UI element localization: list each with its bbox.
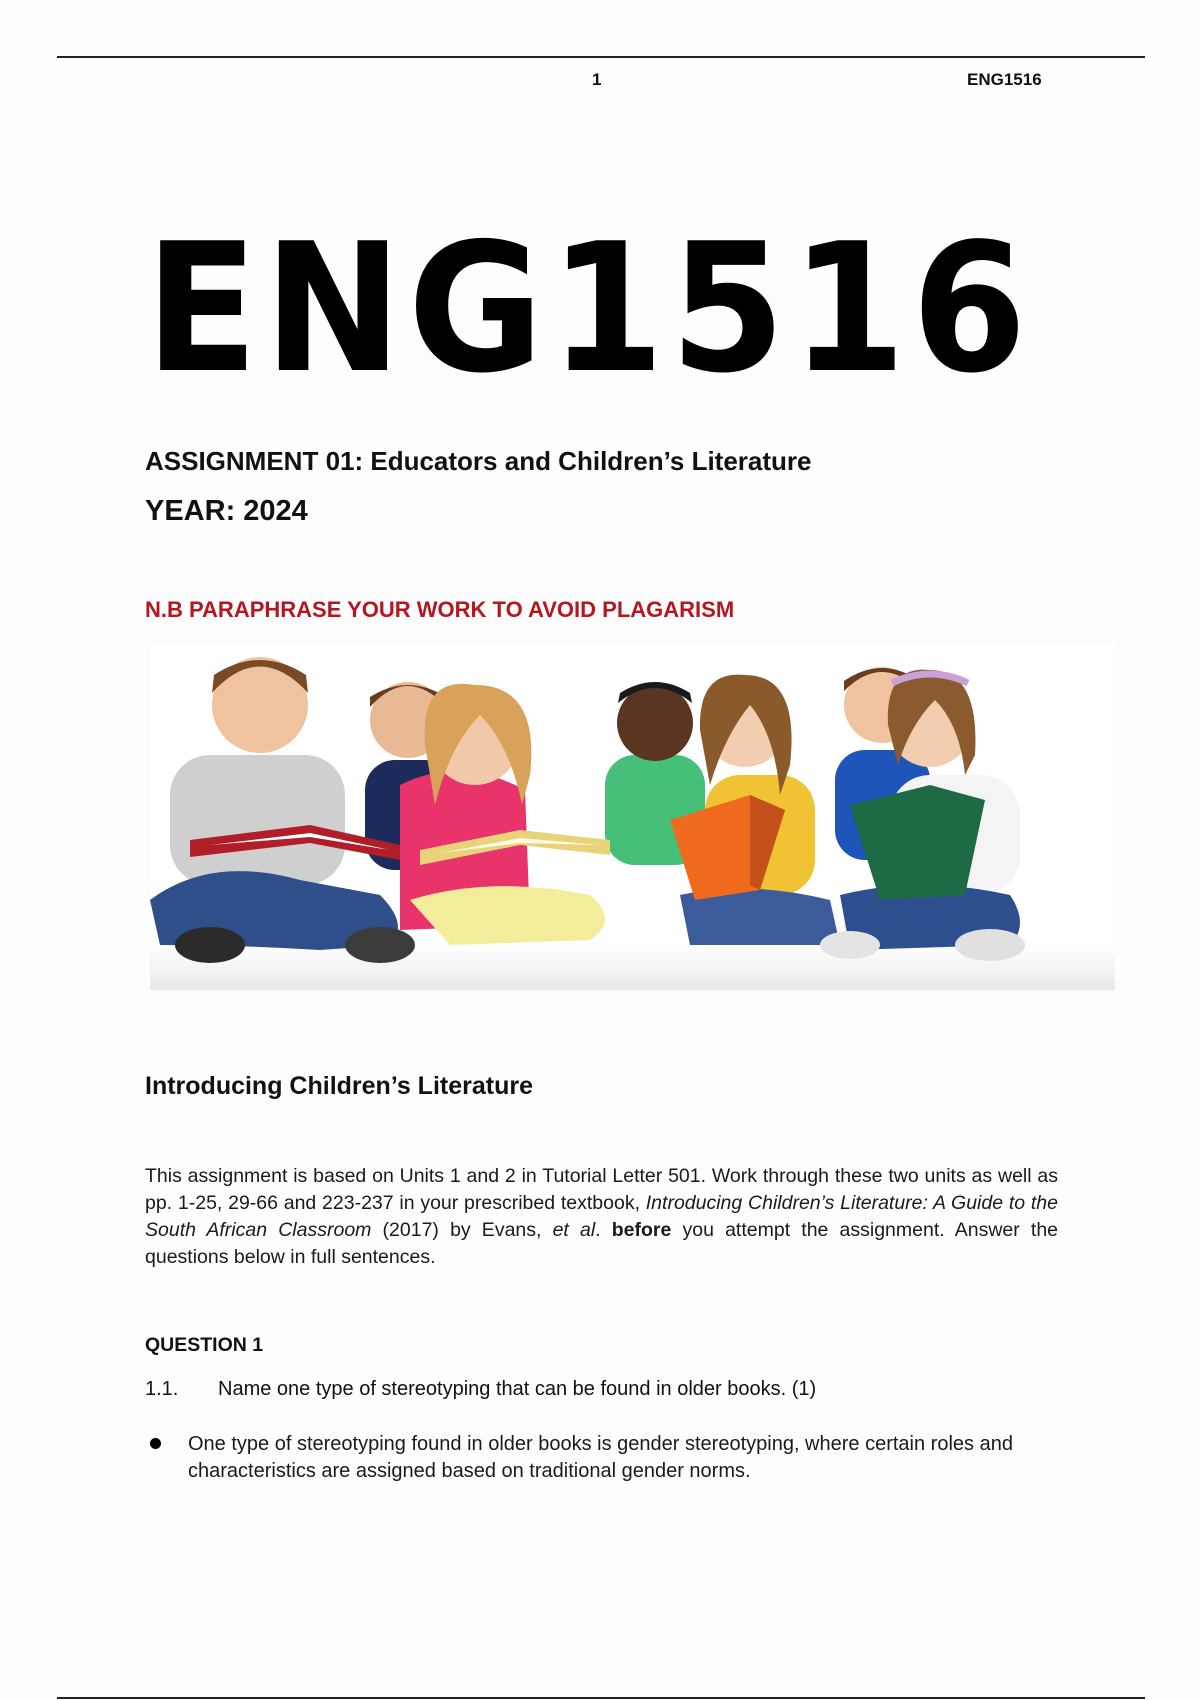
intro-text: . xyxy=(595,1219,612,1241)
assignment-year: YEAR: 2024 xyxy=(145,495,308,527)
et-al: et al xyxy=(552,1219,596,1241)
question-text: Name one type of stereotyping that can be found in older books. (1) xyxy=(218,1378,817,1400)
children-reading-photo xyxy=(150,645,1115,990)
textbook-title: Introducing Children’s Literature: A Guide to the South African Classroom xyxy=(145,1192,1058,1241)
intro-paragraph xyxy=(145,1163,1058,1271)
intro-text: (2017) by Evans, xyxy=(371,1219,553,1241)
top-rule xyxy=(57,56,1145,58)
question-number: 1.1. xyxy=(145,1378,179,1400)
header-course-code: ENG1516 xyxy=(967,70,1042,89)
bullet-icon xyxy=(150,1438,161,1449)
course-title: ENG1516 xyxy=(145,205,1033,412)
question-heading: QUESTION 1 xyxy=(145,1334,264,1356)
page-number: 1 xyxy=(592,70,602,89)
intro-text: you attempt the assignment. Answer the questions below in full sentences. xyxy=(145,1219,1059,1268)
answer-text: One type of stereotyping found in older books is gender stereotyping, where certain roles and characteristics are assigned based on traditional gender norms. xyxy=(188,1433,1013,1482)
intro-text: This assignment is based on Units 1 and 2 in Tutorial Letter 501. Work through these two units as well as pp. 1-25, 29-66 and 223-237 in your prescribed textbook, xyxy=(145,1165,1058,1214)
section-title: Introducing Children’s Literature xyxy=(145,1072,533,1100)
plagiarism-notice: N.B PARAPHRASE YOUR WORK TO AVOID PLAGARISM xyxy=(145,597,735,622)
assignment-title: ASSIGNMENT 01: Educators and Children’s Literature xyxy=(145,446,812,476)
bottom-rule xyxy=(57,1697,1145,1699)
emphasis-before: before xyxy=(611,1219,672,1241)
